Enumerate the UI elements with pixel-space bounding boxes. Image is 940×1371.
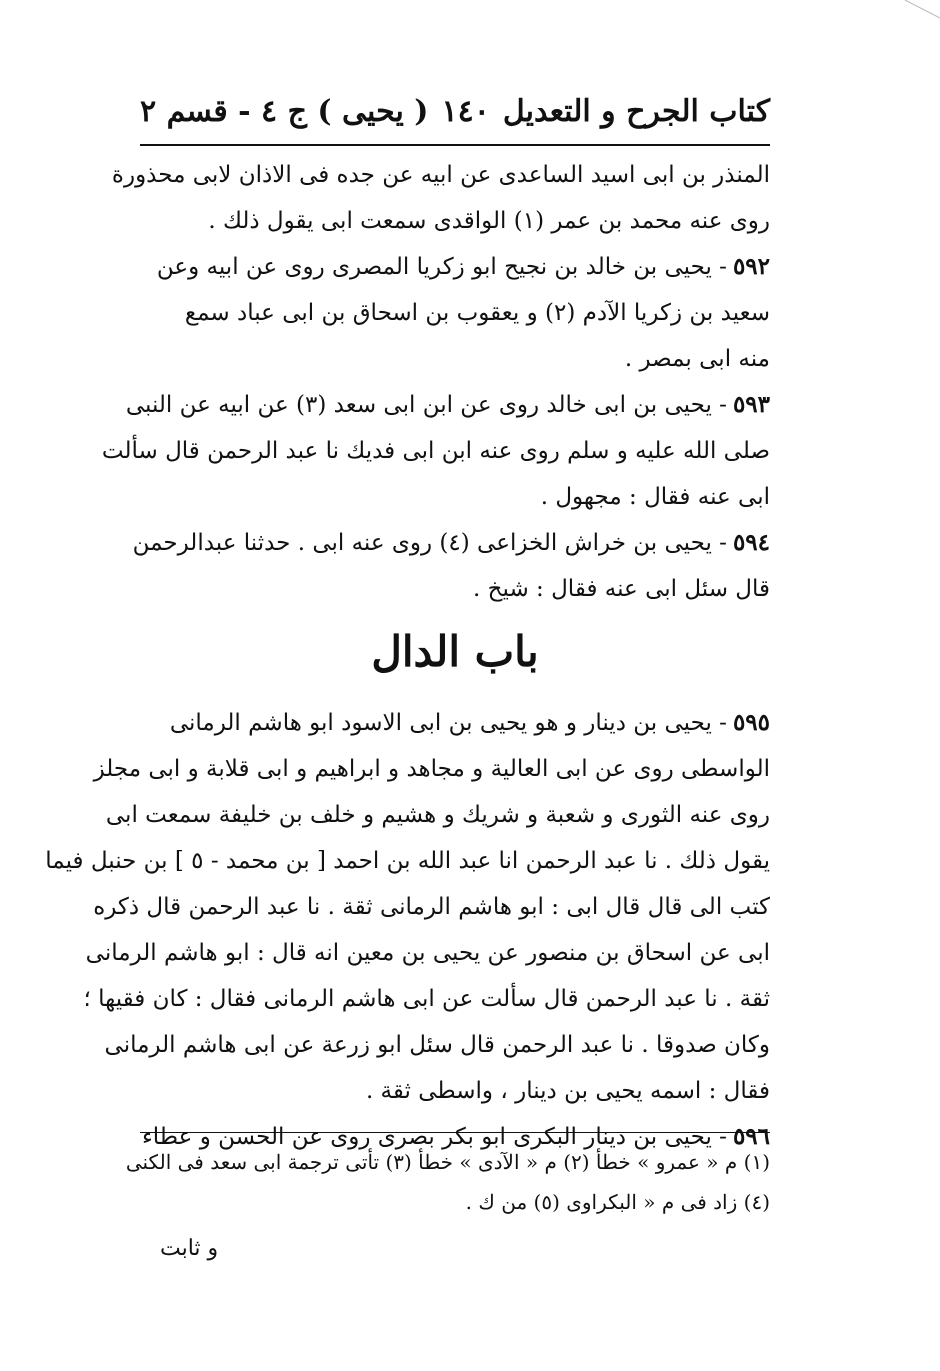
- text-line: [125, 382, 770, 428]
- entry-number: ٥٩٦: [732, 1123, 770, 1150]
- entry-593: [101, 382, 770, 520]
- entry-594: [132, 520, 770, 612]
- footnote-line: (٤) زاد فى م « البكراوى (٥) من ك .: [465, 1190, 770, 1214]
- text-line: ابى عن اسحاق بن منصور عن يحيى بن معين انه قال : ابو هاشم الرمانى: [85, 940, 770, 966]
- scan-corner-mark: [900, 0, 940, 20]
- section-heading: باب الدال: [371, 627, 539, 676]
- entry-text: - يحيى بن دينار البكرى ابو بكر بصرى روى عن الحسن و عطاء: [141, 1124, 727, 1150]
- text-line: روى عنه الثورى و شعبة و شريك و هشيم و خلف بن خليفة سمعت ابى: [105, 802, 770, 828]
- text-line: منه ابى بمصر .: [624, 346, 770, 372]
- entry-number: ٥٩٣: [732, 391, 770, 418]
- text-line: الواسطى روى عن ابى العالية و مجاهد و ابراهيم و ابى قلابة و ابى مجلز: [93, 756, 770, 782]
- footnotes: [125, 1142, 770, 1222]
- text-line: المنذر بن ابى اسيد الساعدى عن ابيه عن جده فى الاذان لابى محذورة: [111, 162, 770, 188]
- main-text: [45, 152, 770, 1160]
- text-line: صلى الله عليه و سلم روى عنه ابن ابى فديك نا عبد الرحمن قال سألت: [101, 438, 770, 464]
- text-line: سعيد بن زكريا الآدم (٢) و يعقوب بن اسحاق بن ابى عباد سمع: [184, 300, 770, 326]
- entry-number: ٥٩٤: [732, 529, 770, 556]
- text-line: فقال : اسمه يحيى بن دينار ، واسطى ثقة .: [365, 1078, 770, 1104]
- text-line: [132, 520, 770, 566]
- entry-text: - يحيى بن دينار و هو يحيى بن ابى الاسود ابو هاشم الرمانى: [169, 710, 727, 736]
- volume-section: ( يحيى ) ج ٤ - قسم ٢: [140, 93, 429, 129]
- text-line: يقول ذلك . نا عبد الرحمن انا عبد الله بن احمد [ بن محمد - ٥ ] بن حنبل فيما: [45, 848, 770, 874]
- footnote-line: (١) م « عمرو » خطأ (٢) م « الآدى » خطأ (٣) تأتى ترجمة ابى سعد فى الكنى: [125, 1150, 770, 1174]
- book-title: كتاب الجرح و التعديل: [502, 93, 770, 129]
- entry-number: ٥٩٢: [732, 253, 770, 280]
- page-number: ١٤٠: [441, 93, 490, 129]
- intro-paragraph: [111, 152, 770, 244]
- entry-text: - يحيى بن ابى خالد روى عن ابن ابى سعد (٣) عن ابيه عن النبى: [125, 392, 727, 418]
- text-line: [140, 244, 770, 290]
- entry-text: - يحيى بن خراش الخزاعى (٤) روى عنه ابى . حدثنا عبدالرحمن: [132, 530, 727, 556]
- catchword: و ثابت: [160, 1236, 219, 1261]
- text-line: ثقة . نا عبد الرحمن قال سألت عن ابى هاشم الرمانى فقال : كان فقيها ؛: [83, 986, 770, 1012]
- entry-592: [140, 244, 770, 382]
- page-header: [140, 86, 770, 136]
- text-line: ابى عنه فقال : مجهول .: [540, 484, 770, 510]
- footnote-divider: [140, 1132, 770, 1133]
- text-line: وكان صدوقا . نا عبد الرحمن قال سئل ابو زرعة عن ابى هاشم الرمانى: [104, 1032, 770, 1058]
- header-divider: [140, 144, 770, 146]
- text-line: [140, 700, 770, 746]
- text-line: كتب الى قال قال ابى : ابو هاشم الرمانى ثقة . نا عبد الرحمن قال ذكره: [93, 894, 770, 920]
- entry-text: - يحيى بن خالد بن نجيح ابو زكريا المصرى روى عن ابيه وعن: [156, 254, 727, 280]
- text-line: روى عنه محمد بن عمر (١) الواقدى سمعت ابى يقول ذلك .: [208, 208, 770, 234]
- text-line: قال سئل ابى عنه فقال : شيخ .: [473, 576, 770, 602]
- entry-595: [45, 700, 770, 1114]
- entry-number: ٥٩٥: [732, 709, 770, 736]
